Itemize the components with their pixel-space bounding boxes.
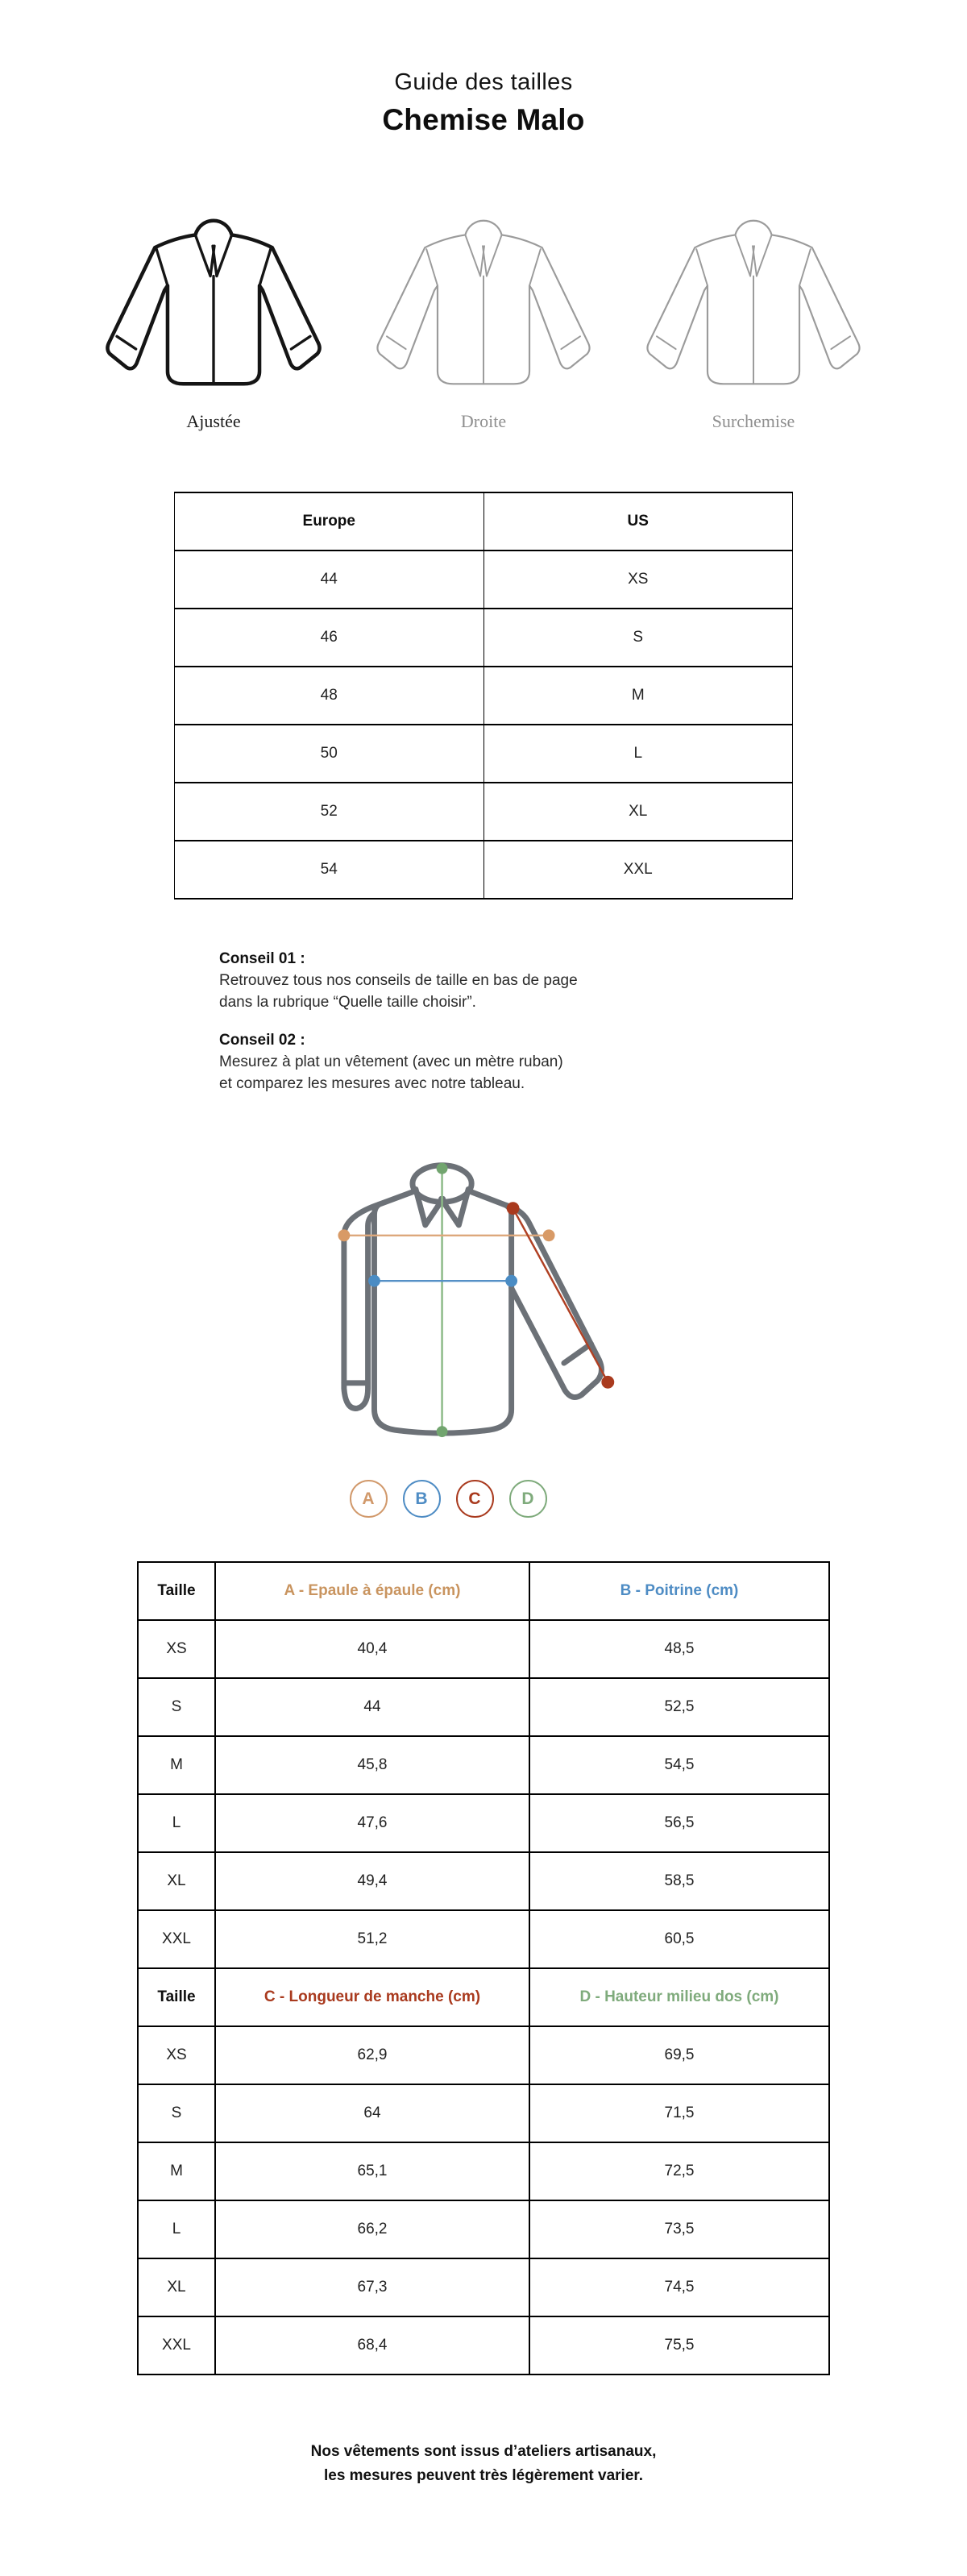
size-table-row — [175, 783, 793, 841]
measure-row — [138, 1620, 829, 1678]
measure-cell: 60,5 — [529, 1910, 829, 1968]
measure-cell: 40,4 — [215, 1620, 529, 1678]
measure-cell: 58,5 — [529, 1852, 829, 1910]
measure-cell: XS — [138, 2026, 215, 2084]
size-table-row — [175, 667, 793, 725]
fit-selector-row — [0, 208, 967, 432]
fit-label-ajustee: Ajustée — [186, 411, 241, 431]
measure-cell: L — [138, 1794, 215, 1852]
measure-row — [138, 1678, 829, 1736]
fit-label-droite: Droite — [460, 411, 507, 431]
measure-cell: 49,4 — [215, 1852, 529, 1910]
measure-row — [138, 2026, 829, 2084]
measured-shirt-illustration — [336, 1146, 631, 1443]
measure-cell: 48,5 — [529, 1620, 829, 1678]
size-conversion-table — [174, 492, 793, 900]
measure-header-sleeve: C - Longueur de manche (cm) — [215, 1968, 529, 2026]
measure-cell: 51,2 — [215, 1910, 529, 1968]
measure-row — [138, 2084, 829, 2142]
artisanal-note-line1: Nos vêtements sont issus d’ateliers artisanaux, — [310, 2443, 657, 2460]
legend-badge-a: A — [350, 1480, 388, 1518]
artisanal-note-line2: les mesures peuvent très légèrement varier. — [323, 2467, 644, 2484]
measure-row — [138, 2142, 829, 2200]
size-table-header-europe: Europe — [175, 492, 484, 551]
size-cell: S — [484, 609, 793, 667]
measure-row — [138, 2200, 829, 2258]
size-cell: 52 — [175, 783, 484, 841]
fit-option-ajustee[interactable] — [79, 208, 349, 432]
size-table-header-us: US — [484, 492, 793, 551]
measurement-diagram — [0, 1146, 967, 1443]
measurement-legend — [0, 1480, 932, 1518]
measure-header-row-ab — [138, 1562, 829, 1620]
measure-cell: 75,5 — [529, 2316, 829, 2374]
measure-row — [138, 1910, 829, 1968]
measure-header-shoulder: A - Epaule à épaule (cm) — [215, 1562, 529, 1620]
measure-cell: 62,9 — [215, 2026, 529, 2084]
legend-badge-d: D — [509, 1480, 547, 1518]
artisanal-note — [0, 2440, 967, 2488]
measure-cell: 72,5 — [529, 2142, 829, 2200]
measure-header-chest: B - Poitrine (cm) — [529, 1562, 829, 1620]
size-cell: XL — [484, 783, 793, 841]
size-table-header-row — [175, 492, 793, 551]
size-table-row — [175, 551, 793, 609]
measure-cell: XL — [138, 1852, 215, 1910]
measure-line-c — [513, 1208, 608, 1382]
measure-row — [138, 1852, 829, 1910]
advice-01-line1: Retrouvez tous nos conseils de taille en bas de page — [219, 972, 578, 989]
size-table-row — [175, 609, 793, 667]
size-cell: 46 — [175, 609, 484, 667]
advice-02-line2: et comparez les mesures avec notre tableau. — [219, 1075, 525, 1092]
advice-02-line1: Mesurez à plat un vêtement (avec un mètre ruban) — [219, 1053, 563, 1070]
measure-cell: 68,4 — [215, 2316, 529, 2374]
measure-cell: XL — [138, 2258, 215, 2316]
measure-cell: M — [138, 1736, 215, 1794]
measurements-table — [137, 1561, 830, 2375]
measure-cell: 73,5 — [529, 2200, 829, 2258]
size-cell: L — [484, 725, 793, 783]
measure-header-taille: Taille — [138, 1562, 215, 1620]
measure-header-back: D - Hauteur milieu dos (cm) — [529, 1968, 829, 2026]
fit-option-surchemise[interactable] — [619, 208, 889, 432]
measure-cell: 52,5 — [529, 1678, 829, 1736]
guide-title: Guide des tailles — [394, 69, 573, 95]
size-cell: XXL — [484, 841, 793, 899]
advice-01-title: Conseil 01 : — [219, 950, 305, 967]
measure-cell: 47,6 — [215, 1794, 529, 1852]
fit-option-droite[interactable] — [349, 208, 619, 432]
size-cell: 48 — [175, 667, 484, 725]
measure-cell: 71,5 — [529, 2084, 829, 2142]
advice-01 — [219, 948, 748, 1013]
measure-cell: L — [138, 2200, 215, 2258]
measure-cell: S — [138, 1678, 215, 1736]
measure-cell: XXL — [138, 2316, 215, 2374]
size-table-row — [175, 841, 793, 899]
advice-02-title: Conseil 02 : — [219, 1032, 305, 1049]
measure-header-taille-2: Taille — [138, 1968, 215, 2026]
size-cell: 54 — [175, 841, 484, 899]
size-cell: 50 — [175, 725, 484, 783]
overshirt-icon — [633, 208, 874, 398]
size-cell: 44 — [175, 551, 484, 609]
measure-cell: 64 — [215, 2084, 529, 2142]
advice-section — [219, 948, 748, 1095]
size-cell: XS — [484, 551, 793, 609]
measure-cell: 74,5 — [529, 2258, 829, 2316]
measure-cell: XXL — [138, 1910, 215, 1968]
measure-row — [138, 1736, 829, 1794]
legend-badge-c: C — [456, 1480, 494, 1518]
measure-cell: 69,5 — [529, 2026, 829, 2084]
measure-cell: 54,5 — [529, 1736, 829, 1794]
measure-row — [138, 2258, 829, 2316]
measure-cell: 66,2 — [215, 2200, 529, 2258]
product-name: Chemise Malo — [382, 103, 585, 136]
advice-01-line2: dans la rubrique “Quelle taille choisir”. — [219, 994, 476, 1011]
measure-cell: 65,1 — [215, 2142, 529, 2200]
measure-cell: 56,5 — [529, 1794, 829, 1852]
measure-cell: 45,8 — [215, 1736, 529, 1794]
page-header — [0, 0, 967, 137]
fitted-shirt-icon — [93, 208, 334, 398]
fit-label-surchemise: Surchemise — [712, 411, 795, 431]
measure-cell: 44 — [215, 1678, 529, 1736]
legend-badge-b: B — [403, 1480, 441, 1518]
measure-cell: XS — [138, 1620, 215, 1678]
straight-shirt-icon — [363, 208, 604, 398]
measure-cell: S — [138, 2084, 215, 2142]
measure-cell: 67,3 — [215, 2258, 529, 2316]
advice-02 — [219, 1029, 748, 1095]
size-cell: M — [484, 667, 793, 725]
measure-header-row-cd — [138, 1968, 829, 2026]
size-table-row — [175, 725, 793, 783]
measure-row — [138, 2316, 829, 2374]
measure-cell: M — [138, 2142, 215, 2200]
measure-row — [138, 1794, 829, 1852]
